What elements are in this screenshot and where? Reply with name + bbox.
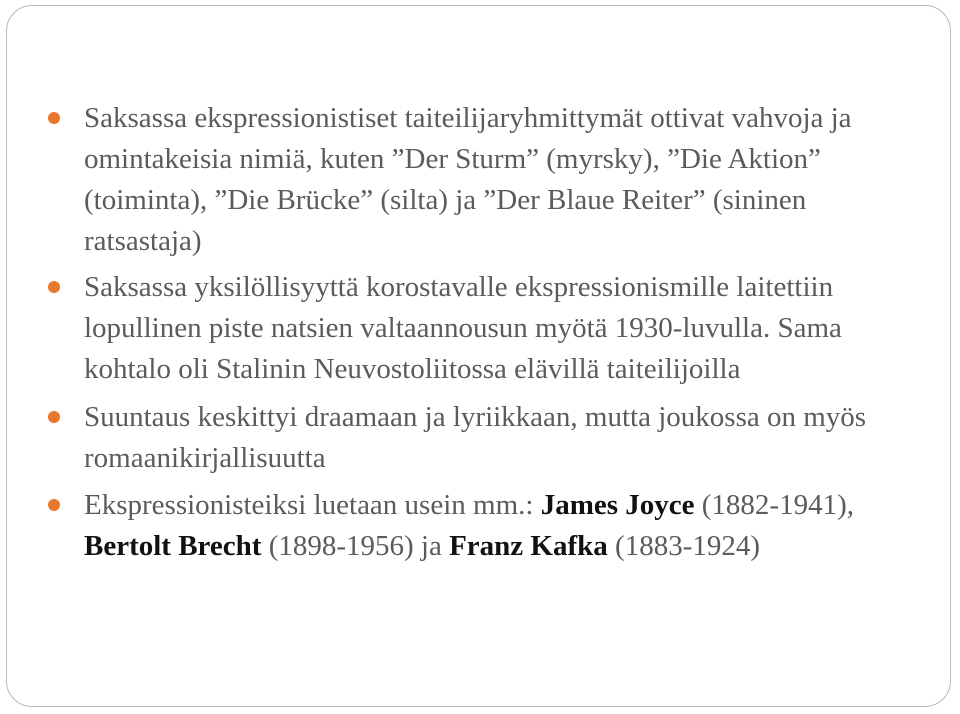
bullet-item-nazi-end <box>84 267 904 390</box>
author-years-brecht: (1898-1956) ja <box>261 530 450 562</box>
bullet-dot-icon <box>48 411 60 423</box>
bullet-text: Suuntaus keskittyi draamaan ja lyriikkaan, mutta joukossa on myös romaanikirjallisuutta <box>84 401 867 474</box>
author-name-kafka: Franz Kafka <box>449 530 608 562</box>
bullet-item-drama-lyric <box>84 397 904 479</box>
bullet-dot-icon <box>48 499 60 511</box>
author-years-joyce: (1882-1941), <box>694 489 854 521</box>
author-name-brecht: Bertolt Brecht <box>84 530 262 562</box>
bullet-text: Saksassa yksilöllisyyttä korostavalle ekspressionismille laitettiin lopullinen piste natsien valtaannousun myötä 1930-luvulla. Sama kohtalo oli Stalinin Neuvostoliitossa elävillä taiteilijoilla <box>84 271 842 385</box>
bullet-item-expressionist-groups <box>84 98 904 262</box>
bullet-text: Saksassa ekspressionistiset taiteilijaryhmittymät ottivat vahvoja ja omintakeisia nimiä, kuten ”Der Sturm” (myrsky), ”Die Aktion” (toiminta), ”Die Brücke” (silta) ja ”Der Blaue Reiter” (sininen ratsastaja) <box>84 102 852 257</box>
bullet-text-intro: Ekspressionisteiksi luetaan usein mm.: <box>84 489 541 521</box>
bullet-list <box>84 98 904 572</box>
bullet-item-authors <box>84 485 904 567</box>
bullet-dot-icon <box>48 281 60 293</box>
bullet-dot-icon <box>48 112 60 124</box>
author-name-joyce: James Joyce <box>540 489 695 521</box>
author-years-kafka: (1883-1924) <box>607 530 761 562</box>
